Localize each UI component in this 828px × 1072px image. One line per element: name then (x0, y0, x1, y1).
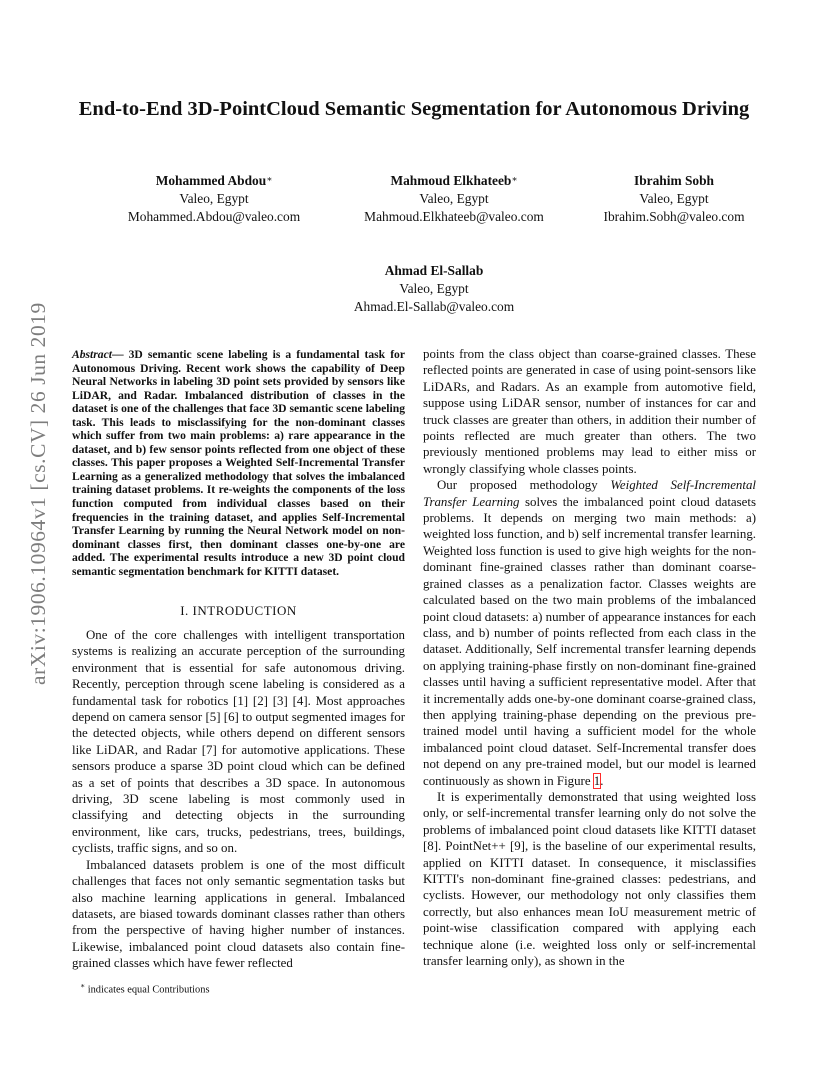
paper-title: End-to-End 3D-PointCloud Semantic Segmentation for Autonomous Driving (78, 98, 750, 120)
right-paragraph-2-lead: Our proposed methodology (437, 478, 611, 493)
footnote (80, 980, 400, 996)
author-name: Ahmad El-Sallab (384, 263, 484, 278)
author-email: Ahmad.El-Sallab@valeo.com (353, 299, 515, 314)
abstract (72, 348, 405, 578)
equal-contribution-mark: ∗ (511, 174, 518, 184)
author-affiliation: Valeo, Egypt (399, 281, 469, 296)
author-name: Mohammed Abdou (155, 173, 267, 188)
right-paragraph-2-end: . (600, 773, 604, 788)
arxiv-identifier-stamp: arXiv:1906.10964v1 [cs.CV] 26 Jun 2019 (26, 302, 50, 685)
intro-paragraph-2: Imbalanced datasets problem is one of the most difficult challenges that faces not only semantic segmentation tasks but also machine learning applications in general. Imbalanced datasets, are biased towards dominant classes rather than others from the perspective of having higher number of instances. Likewise, imbalanced point cloud datasets also contain fine-grained classes which have fewer reflected (72, 857, 405, 971)
author-email: Ibrahim.Sobh@valeo.com (603, 209, 745, 224)
author-email: Mahmoud.Elkhateeb@valeo.com (364, 209, 544, 224)
right-paragraph-2 (423, 477, 756, 789)
footnote-mark: ∗ (80, 981, 86, 990)
abstract-label: Abstract (72, 348, 112, 361)
abstract-text: — 3D semantic scene labeling is a fundamental task for Autonomous Driving. Recent work shows the capability of Deep Neural Networks in labeling 3D point sets provided by sensors like LiDAR, and Radar. Imbalanced distribution of classes in the dataset is one of the challenges that face 3D semantic scene labeling task. This leads to misclassifying for the non-dominant classes which suffer from two main problems: a) rare appearance in the dataset, and b) few sensor points reflected from one object of these classes. This paper proposes a Weighted Self-Incremental Transfer Learning as a generalized methodology that solves the imbalanced training dataset problems. It re-weights the components of the loss function computed from individual classes based on their frequencies in the training dataset, and applies Self-Incremental Transfer Learning by running the Neural Network model on non-dominant classes first, then dominant classes one-by-one are added. The experimental results introduce a new 3D point cloud semantic segmentation benchmark for KITTI dataset. (72, 348, 405, 578)
author-name: Ibrahim Sobh (633, 173, 714, 188)
right-paragraph-3: It is experimentally demonstrated that using weighted loss only, or self-incremental transfer learning only do not solve the problems of imbalanced point cloud datasets like KITTI dataset [8]. PointNet++ [9], is the baseline of our experimental results, applied on KITTI dataset. In consequence, it misclassifies KITTI's non-dominant fine-grained classes: pedestrians, and cyclists. However, our methodology not only classifies them correctly, but also enhances mean IoU measurement metric of point-wise classification compared with applying each technique alone (i.e. weighted loss only or self-incremental transfer learning only), as shown in the (423, 789, 756, 969)
intro-paragraph-1: One of the core challenges with intelligent transportation systems is realizing an accurate perception of the surrounding environment that is essential for safe autonomous driving. Recently, perception through scene labeling is considered as a fundamental task for robotics [1] [2] [3] [4]. Most approaches depend on camera sensor [5] [6] to output segmented images for the detected objects, while others depend on different sensors like LiDAR, and Radar [7] for automotive applications. These sensors produce a sparse 3D point cloud which can be defined as a set of points that describes a 3D space. In autonomous driving, 3D scene labeling is most commonly used in classifying and detecting objects in the surrounding environment, like cars, trucks, pedestrians, trees, buildings, cyclists, traffic signs, and so on. (72, 628, 405, 856)
footnote-text: indicates equal Contributions (85, 984, 210, 996)
author-block-2 (334, 172, 574, 226)
author-affiliation: Valeo, Egypt (179, 191, 249, 206)
author-block-4 (314, 262, 554, 316)
right-paragraph-1: points from the class object than coarse-grained classes. These reflected points are generated in case of using point-sensors like LiDARs, and Radars. As an example from automotive field, suppose using LiDAR sensor, number of instances for car and truck classes are greater than others, in addition their number of points reflected are much greater than others. The two previously mentioned problems may lead to either miss or wrongly classifying whole classes points. (423, 347, 756, 476)
methodology-name: Weighted Self-Incremental Transfer Learning (423, 478, 756, 509)
author-name: Mahmoud Elkhateeb (390, 173, 512, 188)
right-paragraph-2-body: solves the imbalanced point cloud datasets problems. It depends on merging two main methods: a) weighted loss function, and b) self incremental transfer learning. Weighted loss function is used to give high weights for the non-dominant fine-grained classes rather than dominant coarse-grained classes as a penalization factor. Classes weights are calculated based on the two main problems of the imbalanced point cloud datasets: a) number of appearance instances for each class, and b) number of points reflected from each class in the dataset. Additionally, Self incremental transfer learning depends on applying training-phase firstly on non-dominant fine-grained classes until having a sufficient representative model. After that it incrementally adds one-by-one dominant coarse-grained class, then applying training-phase depending on the previous pre-trained model until having a sufficient model for the whole imbalanced point cloud dataset. Self-Incremental transfer does not depend on any pre-trained model, but our model is learned continuously as shown in Figure (423, 494, 756, 788)
section-heading-introduction: I. INTRODUCTION (180, 603, 297, 618)
author-email: Mohammed.Abdou@valeo.com (127, 209, 301, 224)
right-column-body (423, 346, 756, 969)
figure-1-link[interactable]: 1 (593, 773, 601, 788)
author-affiliation: Valeo, Egypt (639, 191, 709, 206)
introduction-body (72, 627, 405, 972)
author-block-3 (574, 172, 774, 226)
author-block-1 (94, 172, 334, 226)
equal-contribution-mark: ∗ (266, 174, 273, 184)
author-affiliation: Valeo, Egypt (419, 191, 489, 206)
